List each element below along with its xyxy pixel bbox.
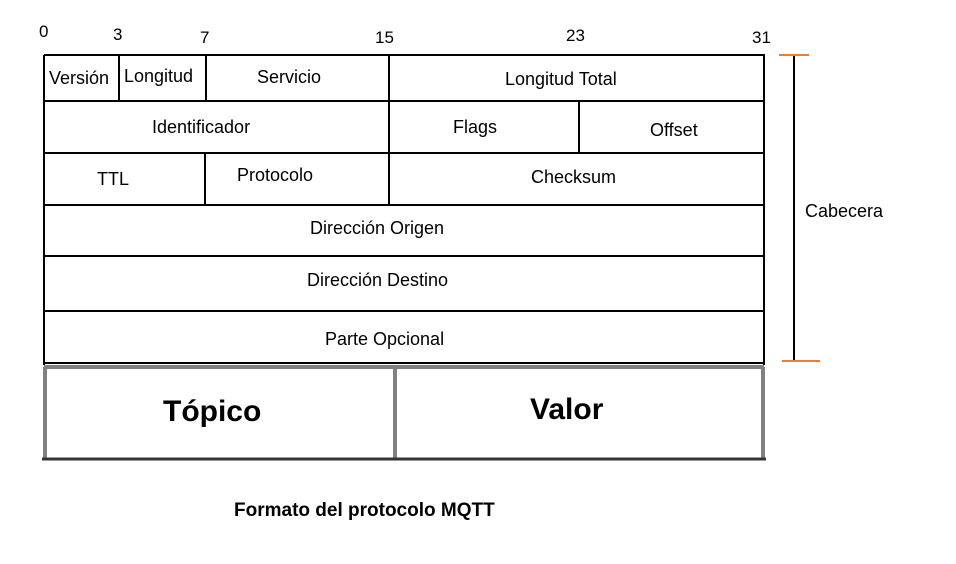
bit-tick-31: 31 xyxy=(752,28,771,47)
header-bracket-label: Cabecera xyxy=(805,201,884,221)
bit-tick-0: 0 xyxy=(39,22,49,41)
bit-tick-7: 7 xyxy=(200,28,210,47)
field-service: Servicio xyxy=(257,67,322,87)
field-checksum: Checksum xyxy=(531,167,617,187)
bit-tick-3: 3 xyxy=(113,25,123,44)
field-version: Versión xyxy=(49,68,110,88)
field-flags: Flags xyxy=(453,117,498,137)
field-header-length: Longitud xyxy=(124,66,194,86)
field-total-length: Longitud Total xyxy=(505,69,617,89)
bit-tick-15: 15 xyxy=(375,28,394,47)
field-destination-address: Dirección Destino xyxy=(307,270,449,290)
field-optional-part: Parte Opcional xyxy=(325,329,445,349)
payload-box xyxy=(44,367,764,458)
bit-tick-23: 23 xyxy=(566,26,585,45)
field-protocol: Protocolo xyxy=(237,165,314,185)
field-source-address: Dirección Origen xyxy=(310,218,445,238)
field-identifier: Identificador xyxy=(152,117,251,137)
field-ttl: TTL xyxy=(97,169,130,189)
field-topic: Tópico xyxy=(163,395,262,428)
field-offset: Offset xyxy=(650,120,698,140)
field-value: Valor xyxy=(530,393,604,426)
diagram-caption: Formato del protocolo MQTT xyxy=(234,500,495,521)
